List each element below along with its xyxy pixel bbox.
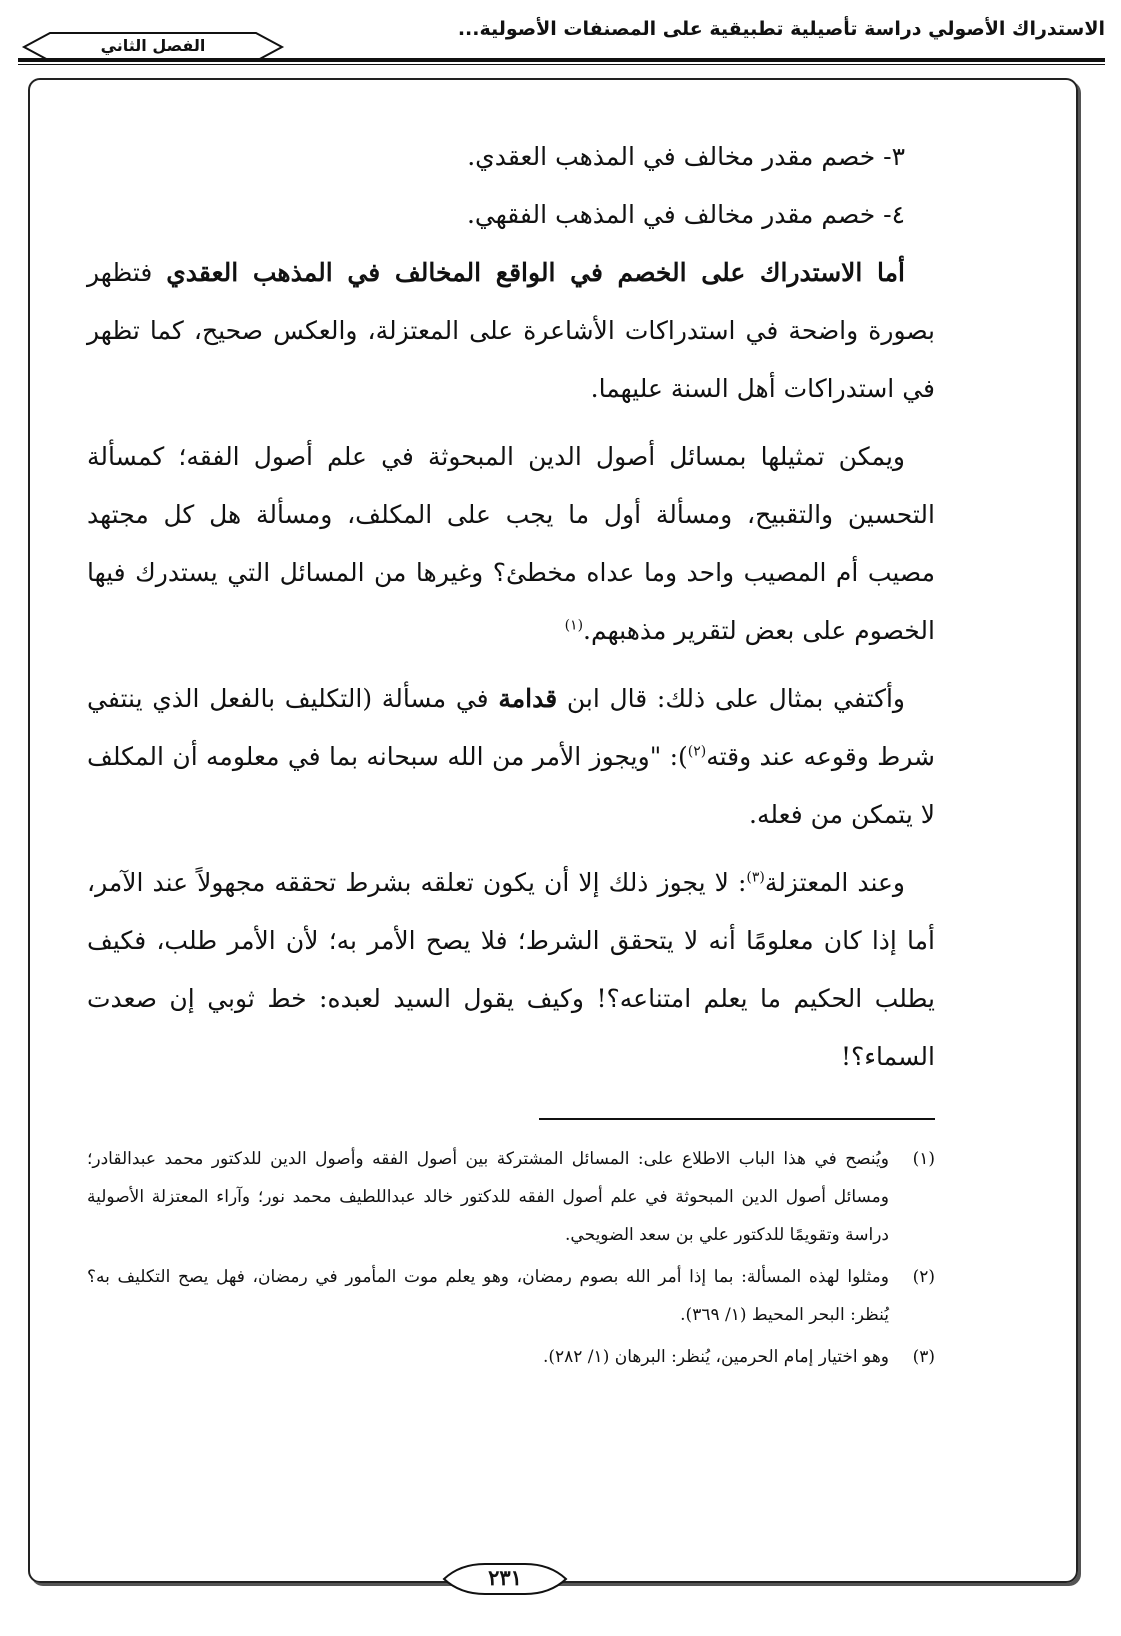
footnotes — [87, 1140, 935, 1380]
footnote-number: (٢) — [912, 1267, 935, 1287]
footnote-number: (٣) — [912, 1347, 935, 1367]
footnote-text: وهو اختيار إمام الحرمين، يُنظر: البرهان (١/ ٢٨٢). — [542, 1347, 889, 1367]
paragraph-2 — [87, 428, 935, 660]
paragraph-1-rest: فتظهر بصورة واضحة في استدراكات الأشاعرة على المعتزلة، والعكس صحيح، كما تظهر في استدراكات أهل السنة عليهما. — [87, 258, 935, 403]
paragraph-4-text-a: وعند المعتزلة — [764, 868, 905, 897]
main-text — [87, 128, 935, 1096]
footnote — [87, 1140, 935, 1254]
footnote — [87, 1258, 935, 1334]
paragraph-4-text-b: : لا يجوز ذلك إلا أن يكون تعلقه بشرط تحققه مجهولاً عند الآمر، أما إذا كان معلومًا أنه لا يتحقق الشرط؛ فلا يصح الأمر به؛ لأن الأمر طلب، فكيف يطلب الحكيم ما يعلم امتناعه؟! وكيف يقول السيد لعبده: خط ثوبي إن صعدت السماء؟! — [87, 868, 935, 1071]
footnote-ref-2[interactable]: (٢) — [687, 743, 707, 760]
paragraph-3-bold: قدامة — [498, 684, 558, 713]
paragraph-4 — [87, 854, 935, 1086]
paragraph-2-text: ويمكن تمثيلها بمسائل أصول الدين المبحوثة في علم أصول الفقه؛ كمسألة التحسين والتقبيح، ومسألة أول ما يجب على المكلف، ومسألة هل كل مجتهد مصيب أم المصيب واحد وما عداه مخطئ؟ وغيرها من المسائل التي يستدرك فيها الخصوم على بعض لتقرير مذهبهم. — [87, 442, 935, 645]
footnote-text: ويُنصح في هذا الباب الاطلاع على: المسائل المشتركة بين أصول الفقه وأصول الدين للدكتور محمد عبدالقادر؛ ومسائل أصول الدين المبحوثة في علم أصول الفقه للدكتور خالد عبداللطيف محمد نور؛ وآراء المعتزلة الأصولية دراسة وتقويمًا للدكتور علي بن سعد الضويحي. — [87, 1149, 889, 1245]
list-item-4: ٤- خصم مقدر مخالف في المذهب الفقهي. — [466, 200, 905, 229]
footnote-separator — [539, 1118, 935, 1120]
page-number: ٢٣١ — [488, 1565, 522, 1590]
footnote-ref-3[interactable]: (٣) — [746, 869, 765, 886]
footnote-number: (١) — [912, 1149, 935, 1169]
paragraph-3-text-a: وأكتفي بمثال على ذلك: قال ابن — [557, 684, 905, 713]
list-item-3: ٣- خصم مقدر مخالف في المذهب العقدي. — [467, 142, 905, 171]
paragraph-3-text-c: ): "ويجوز الأمر من الله سبحانه بما في معلومه أن المكلف لا يتمكن من فعله. — [87, 742, 935, 829]
chapter-label: الفصل الثاني — [100, 36, 206, 55]
book-title: الاستدراك الأصولي دراسة تأصيلية تطبيقية على المصنفات الأصولية... — [457, 18, 1105, 40]
footnote-text: ومثلوا لهذه المسألة: بما إذا أمر الله بصوم رمضان، وهو يعلم موت المأمور في رمضان، فهل يصح التكليف به؟ يُنظر: البحر المحيط (١/ ٣٦٩). — [87, 1267, 889, 1325]
header-rule — [18, 58, 1105, 65]
footnote — [87, 1338, 935, 1376]
page-number-badge — [440, 1560, 570, 1598]
paragraph-1 — [87, 244, 935, 418]
footnote-ref-1[interactable]: (١) — [564, 617, 584, 634]
paragraph-3 — [87, 670, 935, 844]
paragraph-1-bold: أما الاستدراك على الخصم في الواقع المخالف في المذهب العقدي — [166, 258, 905, 287]
paragraph-3-text-b: في مسألة (التكليف بالفعل الذي ينتفي شرط وقوعه عند وقته — [87, 684, 936, 771]
